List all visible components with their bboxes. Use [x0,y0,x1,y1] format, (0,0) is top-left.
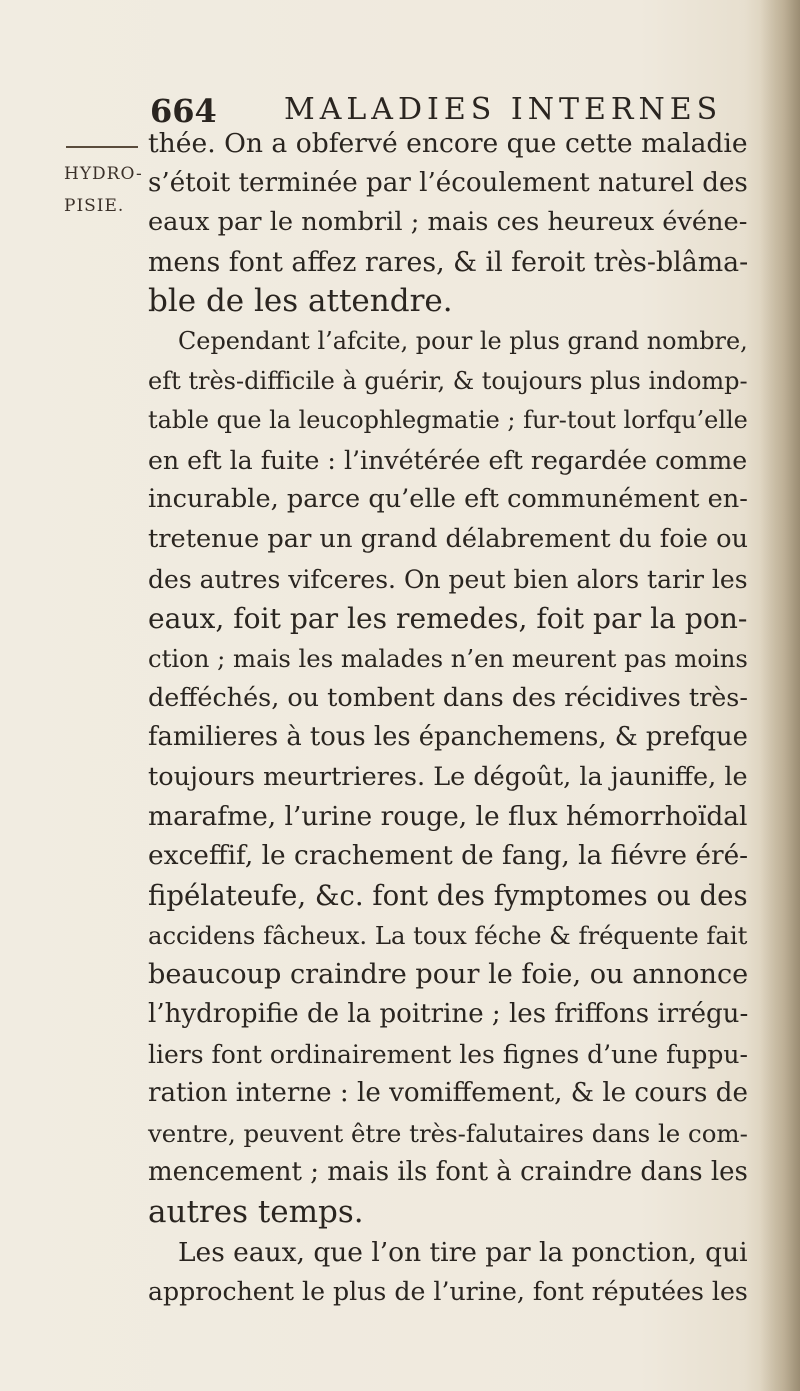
margin-rule [66,146,138,148]
text-line: defféchés, ou tombent dans des récidives très- [148,682,748,713]
text-line: fipélateufe, &c. font des fymptomes ou des [148,879,748,913]
text-line: eft très-difficile à guérir, & toujours plus indomp- [148,366,748,395]
text-line: autres temps. [148,1194,364,1231]
page-number: 664 [150,92,217,130]
text-line: mencement ; mais ils font à craindre dans les [148,1157,748,1188]
text-line: liers font ordinairement les fignes d’une fuppu- [148,1039,748,1069]
text-line: marafme, l’urine rouge, le flux hémorrhoïdal [148,801,748,833]
page-edge-shadow [760,0,800,1391]
text-line: thée. On a obfervé encore que cette maladie [148,128,748,159]
margin-note-line: HYDRO- [64,164,143,184]
body-text [148,124,748,1312]
paragraph-start-line: Les eaux, que l’on tire par la ponction, qui [178,1236,748,1268]
text-line: toujours meurtrieres. Le dégoût, la jauniffe, le [148,761,748,792]
text-line: l’hydropifie de la poitrine ; les friffons irrégu- [148,999,749,1030]
text-line: ventre, peuvent être très-falutaires dans le com- [148,1118,748,1148]
text-line: incurable, parce qu’elle eft communément en- [148,484,748,515]
text-line: exceffif, le crachement de fang, la fiévre éré- [148,840,749,871]
text-line: ble de les attendre. [148,283,453,320]
text-line: table que la leucophlegmatie ; fur-tout lorfqu’elle [148,406,748,435]
text-line: ration interne : le vomiffement, & le cours de [148,1078,748,1109]
text-line: tretenue par un grand délabrement du foie ou [148,523,749,554]
text-line: beaucoup craindre pour le foie, ou annonce [148,959,749,991]
text-line: eaux, foit par les remedes, foit par la pon- [148,602,748,636]
text-line: accidens fâcheux. La toux féche & fréquente fait [148,920,748,950]
text-line: eaux par le nombril ; mais ces heureux événe- [148,207,748,238]
text-line: familieres à tous les épanchemens, & prefque [148,721,748,752]
paragraph-start-line: Cependant l’afcite, pour le plus grand nombre, [178,326,748,355]
text-line: mens font affez rares, & il feroit très-blâma- [148,246,749,278]
text-line: approchent le plus de l’urine, font réputées les [148,1277,748,1307]
text-line: s’étoit terminée par l’écoulement naturel des [148,167,748,198]
margin-note [64,158,146,222]
margin-note-line: PISIE. [64,196,125,216]
text-line: en eft la fuite : l’invétérée eft regardée comme [148,445,748,475]
text-line: des autres vifceres. On peut bien alors tarir les [148,564,748,594]
text-line: ction ; mais les malades n’en meurent pas moins [148,643,748,673]
running-title: MALADIES INTERNES [284,92,723,127]
